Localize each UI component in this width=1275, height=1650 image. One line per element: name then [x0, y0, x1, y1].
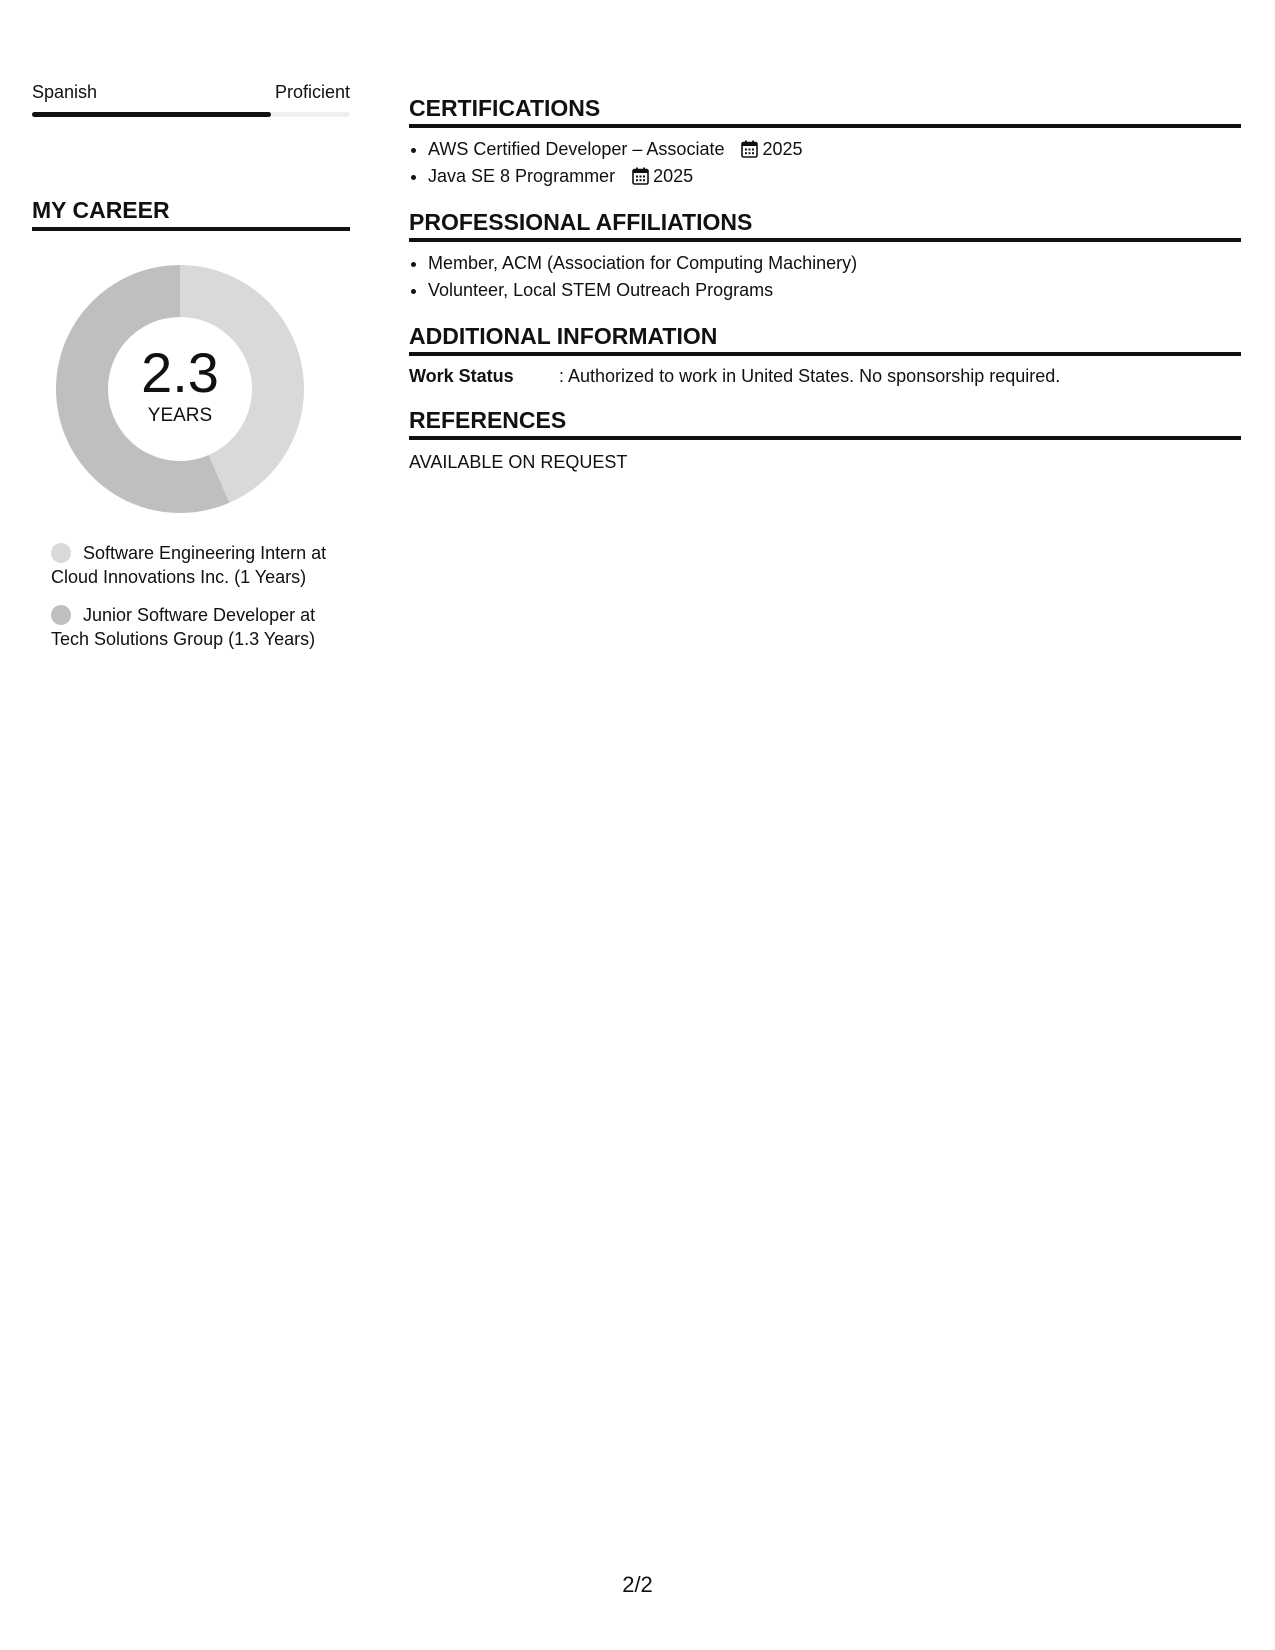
page-number: 2/2: [622, 1572, 653, 1597]
references-section: [409, 406, 1241, 474]
legend-label: Junior Software Developer at Tech Solutions Group (1.3 Years): [51, 605, 316, 649]
certification-name: Java SE 8 Programmer: [428, 166, 616, 186]
language-level: Proficient: [274, 82, 350, 102]
certifications-list: [409, 136, 1241, 190]
language-proficiency-fill: [32, 112, 271, 117]
additional-info-section: [409, 322, 1241, 388]
legend-label: Software Engineering Intern at Cloud Innovations Inc. (1 Years): [51, 543, 327, 587]
affiliations-heading: PROFESSIONAL AFFILIATIONS: [409, 208, 1241, 242]
additional-info-heading: ADDITIONAL INFORMATION: [409, 322, 1241, 356]
career-total-value: 2.3: [141, 341, 219, 404]
language-row: [32, 80, 350, 104]
certifications-heading: CERTIFICATIONS: [409, 94, 1241, 128]
calendar-icon: [632, 167, 649, 185]
work-status-row: [409, 364, 1241, 388]
left-column: [32, 80, 350, 665]
career-legend: [51, 541, 331, 651]
legend-item: [51, 603, 331, 651]
language-proficiency-track: [32, 112, 350, 117]
work-status-label: Work Status: [409, 366, 514, 386]
right-column: [409, 94, 1241, 492]
career-total-unit: YEARS: [147, 405, 213, 426]
language-name: Spanish: [32, 82, 98, 102]
calendar-icon: [741, 140, 758, 158]
legend-item: [51, 541, 331, 589]
career-heading: MY CAREER: [32, 195, 350, 231]
certification-year: 2025: [653, 166, 694, 186]
legend-dot: [51, 605, 71, 625]
affiliations-list: [409, 250, 1241, 304]
list-item: [428, 163, 1241, 190]
list-item: [428, 136, 1241, 163]
legend-dot: [51, 543, 71, 563]
language-skill: [32, 80, 350, 117]
list-item: • Member, ACM (Association for Computing Machinery): [428, 250, 1241, 277]
affiliations-section: [409, 208, 1241, 304]
references-heading: REFERENCES: [409, 406, 1241, 440]
references-text: AVAILABLE ON REQUEST: [409, 452, 628, 472]
career-donut-chart: [56, 265, 304, 513]
certification-year: 2025: [762, 139, 803, 159]
donut-center: [56, 265, 304, 513]
certifications-section: [409, 94, 1241, 190]
certification-name: AWS Certified Developer – Associate: [428, 139, 725, 159]
list-item: • Volunteer, Local STEM Outreach Programs: [428, 277, 1241, 304]
work-status-value: : Authorized to work in United States. No sponsorship required.: [559, 366, 1061, 386]
